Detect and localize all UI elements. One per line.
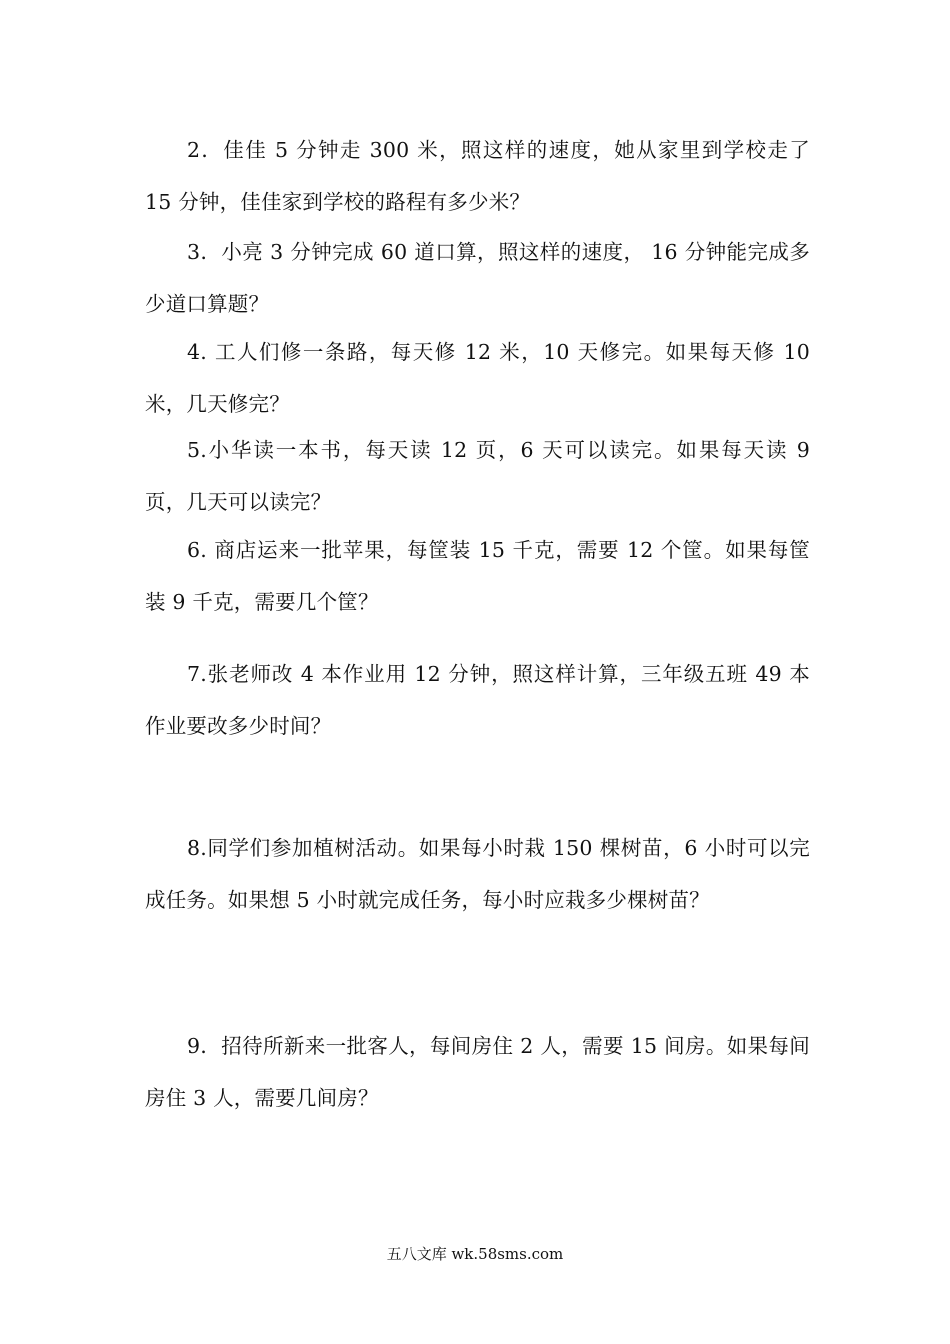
problem-6: 6. 商店运来一批苹果，每筐装 15 千克，需要 12 个筐。如果每筐装 9 千克，需要几个筐？	[145, 538, 810, 614]
footer-watermark: 五八文库 wk.58sms.com	[386, 1245, 564, 1263]
problem-4: 4. 工人们修一条路，每天修 12 米，10 天修完。如果每天修 10 米，几天修完？	[145, 340, 810, 416]
problem-7: 7.张老师改 4 本作业用 12 分钟，照这样计算，三年级五班 49 本作业要改多少时间？	[145, 662, 810, 738]
problem-5: 5.小华读一本书，每天读 12 页，6 天可以读完。如果每天读 9 页，几天可以读完？	[145, 438, 810, 514]
problem-3: 3．小亮 3 分钟完成 60 道口算，照这样的速度， 16 分钟能完成多少道口算题？	[145, 240, 810, 316]
problem-8: 8.同学们参加植树活动。如果每小时栽 150 棵树苗，6 小时可以完成任务。如果想 5 小时就完成任务，每小时应栽多少棵树苗？	[145, 836, 810, 912]
problem-2: 2．佳佳 5 分钟走 300 米，照这样的速度，她从家里到学校走了 15 分钟，佳佳家到学校的路程有多少米？	[145, 138, 810, 214]
problem-9: 9．招待所新来一批客人，每间房住 2 人，需要 15 间房。如果每间房住 3 人，需要几间房？	[145, 1034, 810, 1110]
